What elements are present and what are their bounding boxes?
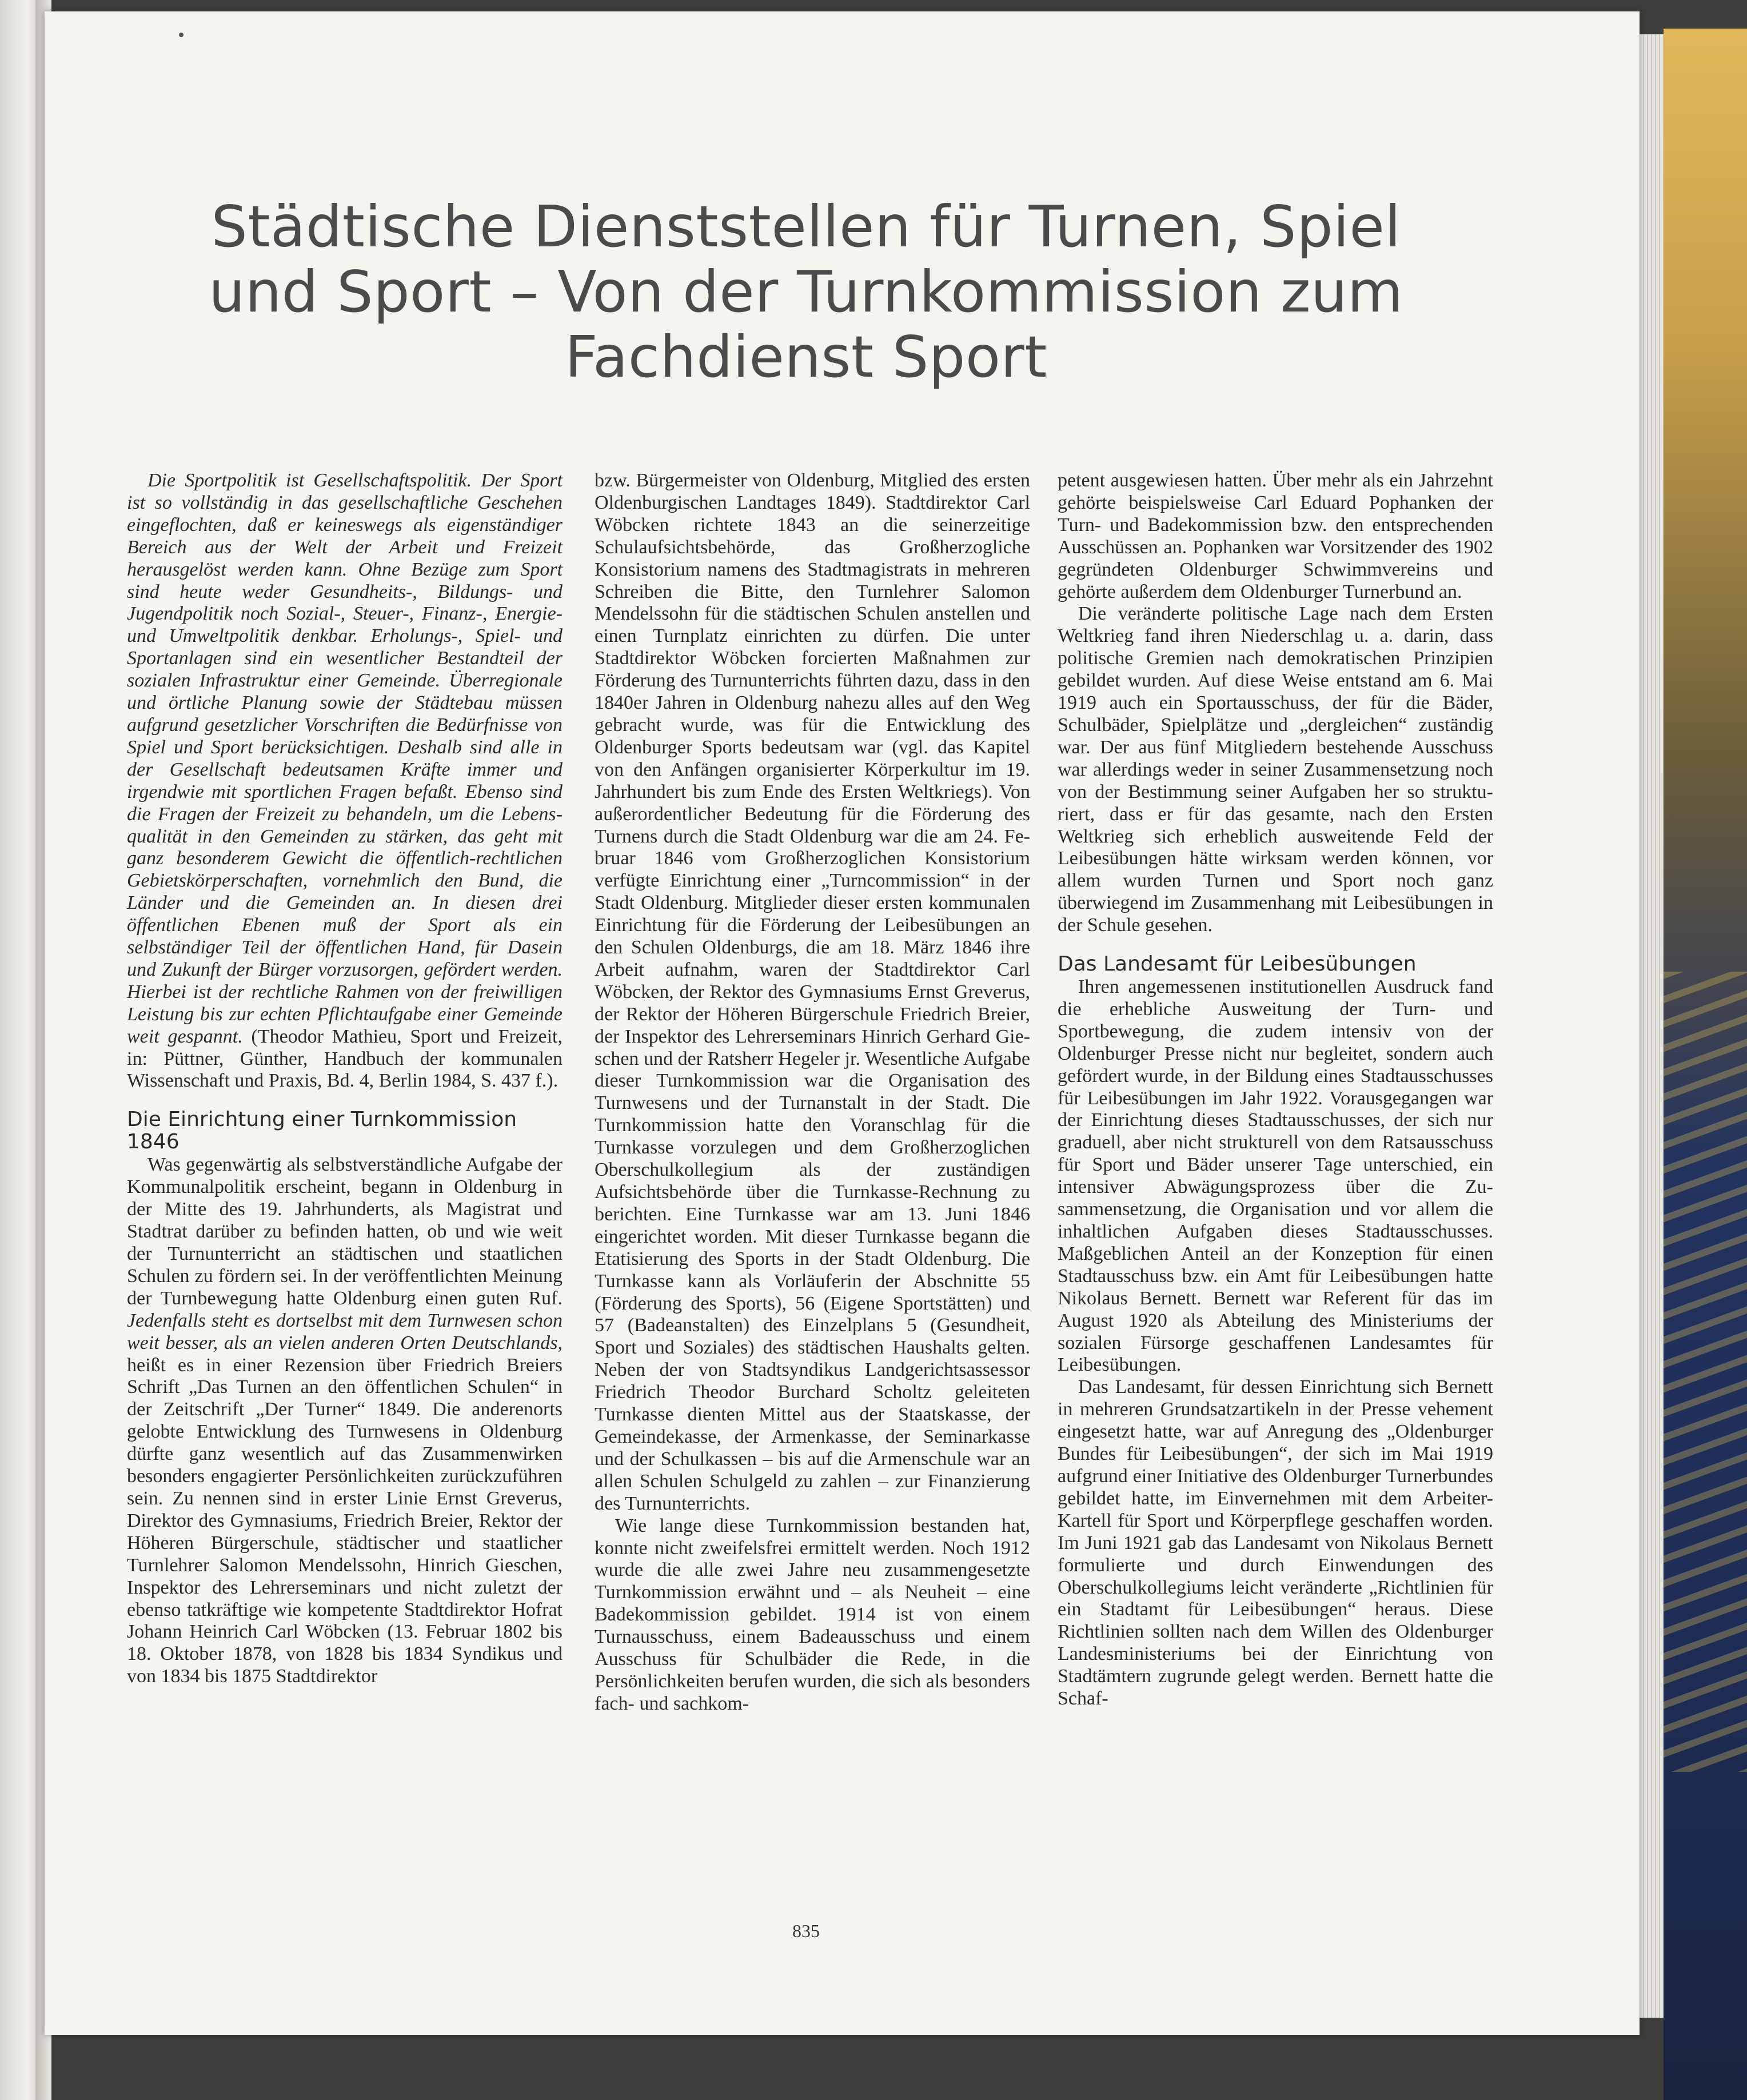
- paragraph-quote-italic: Jedenfalls steht es dortselbst mit dem Turnwesen schon weit besser, als an vielen anderen Orten Deutschlands,: [127, 1309, 563, 1354]
- paragraph: Die veränderte politische Lage nach dem Ersten Weltkrieg fand ihren Niederschlag u. a. darin, dass politische Gremien nach demokratischen Prinzipien gebildet wurden. Auf diese Weise entstand am 6. Mai 1919 auch ein Sportausschuss, der für die Bäder, Schulbäder, Spielplätze und „dergleichen“ zuständig war. Der aus fünf Mitgliedern bestehende Ausschuss war allerdings weder in seiner Zusammensetzung noch von der Bestimmung seiner Aufgaben her so strukturiert, dass er für das gesamte, nach den Ersten Weltkrieg sich erheblich ausweitende Feld der Leibesübungen hätte wirksam werden können, vor allem wurden Turnen und Sport noch ganz überwiegend im Zusammenhang mit Leibesübungen in der Schule gesehen.: [1058, 603, 1493, 936]
- page-stack-edges: [1636, 34, 1665, 2018]
- text-column-2: [595, 470, 1030, 1715]
- section-heading-landesamt: Das Landesamt für Leibesübungen: [1058, 952, 1417, 976]
- page-number: 835: [792, 1921, 820, 1941]
- intro-quote: [127, 470, 563, 1092]
- paragraph: bzw. Bürgermeister von Oldenburg, Mitglied des ersten Oldenburgischen Landtages 1849). Stadtdirektor Carl Wöbcken richtete 1843 an die seinerzeitige Schulaufsichtsbehörde, das Großherzogliche Konsistorium namens des Stadtmagistrats in mehreren Schreiben die Bitte, den Turnlehrer Salomon Mendelssohn für die städtischen Schulen anstellen und einen Turnplatz einrichten zu dürfen. Die unter Stadtdirektor Wöbcken forcierten Maßnahmen zur Förderung des Turnunterrichts führten dazu, dass in den 1840er Jahren in Oldenburg nahezu alles auf den Weg gebracht wurde, was für die Entwicklung des Oldenburger Sports bedeutsam war (vgl. das Kapitel von den Anfängen organisierter Körperkultur im 19. Jahrhundert bis zum Ende des Ersten Weltkriegs). Von außerordentlicher Bedeutung für die Förderung des Turnens durch die Stadt Oldenburg war die am 24. Februar 1846 vom Großherzoglichen Konsistorium verfügte Einrichtung einer „Turncommission“ in der Stadt Oldenburg. Mitglieder dieser ersten kommunalen Einrichtung für die Förderung der Leibesübungen an den Schulen Oldenburgs, die am 18. März 1846 ihre Arbeit aufnahm, waren der Stadtdirektor Carl Wöbcken, der Rektor des Gymnasiums Ernst Greverus, der Rektor der Höheren Bürgerschule Friedrich Breier, der Inspektor des Lehrerseminars Hinrich Gerhard Gieschen und der Ratsherr Hegeler jr. Wesentliche Aufgabe dieser Turnkommission war die Organisation des Turnwesens und der Turnanstalt in der Stadt. Die Turnkommission hatte den Voranschlag für die Turnkasse vorzulegen und dem Großherzoglichen Oberschulkollegium als der zuständigen Aufsichtsbehörde über die Turnkasse-Rechnung zu berichten. Eine Turnkasse war am 13. Juni 1846 eingerichtet worden. Mit dieser Turnkasse begann die Etatisierung des Sports in der Stadt Oldenburg. Die Turnkasse kann als Vorläuferin der Abschnitte 55 (Förderung des Sports), 56 (Eigene Sportstätten) und 57 (Badeanstalten) des Einzelplans 5 (Gesundheit, Sport und Soziales) des städtischen Haushalts gelten. Neben der von Stadtsyndikus Landgerichtsassessor Friedrich Theodor Burchard Scholtz geleiteten Turnkasse dienten Mittel aus der Staatskasse, der Gemeindekasse, der Armenkasse, der Seminarkasse und der Schulkassen – bis auf die Armenschule war an allen Schulen Schulgeld zu zahlen – zur Finanzierung des Turnunterrichts.: [595, 470, 1030, 1514]
- paragraph: Wie lange diese Turnkommission bestanden hat, konnte nicht zweifelsfrei ermittelt werden. Noch 1912 wurde die alle zwei Jahre neu zusammengesetzte Turnkommission erwähnt und – als Neuheit – eine Badekommission gebildet. 1914 ist von einem Turnausschuss, einem Badeausschuss und einem Ausschuss für Schulbäder die Rede, in die Persönlichkeiten berufen wurden, die sich als besonders fach- und sachkom-: [595, 1515, 1030, 1714]
- page-speck: [179, 33, 184, 37]
- paragraph: Das Landesamt, für dessen Einrichtung sich Bernett in mehreren Grundsatzartikeln in der Presse vehement eingesetzt hatte, war auf Anregung des „Oldenburger Bundes für Leibesübungen“, der sich im Mai 1919 aufgrund einer Initiative des Oldenburger Turnerbundes gebildet hatte, im Einvernehmen mit dem Arbeiter-Kartell für Sport und Körperpflege geschaffen worden. Im Juni 1921 gab das Landesamt von Nikolaus Bernett formulierte und durch Einwendungen des Oberschulkollegiums leicht veränderte „Richtlinien für ein Stadtamt für Leibesübungen“ heraus. Diese Richtlinien sollten nach dem Willen des Oldenburger Landesministeriums bei der Einrichtung von Stadtämtern zugrunde gelegt werden. Bernett hatte die Schaf-: [1058, 1376, 1493, 1710]
- facing-page-edge: [0, 0, 40, 2100]
- paragraph-text: heißt es in einer Rezension über Friedrich Breiers Schrift „Das Turnen an den öffentlichen Schulen“ in der Zeitschrift „Der Turner“ 1849. Die anderenorts gelobte Entwicklung des Turnwesens in Oldenburg dürfte ganz wesentlich auf das Zusammenwirken besonders engagierter Persönlichkeiten zurückzuführen sein. Zu nennen sind in erster Linie Ernst Greverus, Direktor des Gymnasiums, Friedrich Breier, Rektor der Höheren Bürgerschule, städtischer und staatlicher Turnlehrer Salomon Mendelssohn, Hinrich Gieschen, Inspektor des Lehrerseminars und nicht zuletzt der ebenso tatkräftige wie kompetente Stadtdirektor Hofrat Johann Heinrich Carl Wöbcken (13. Februar 1802 bis 18. Oktober 1878, von 1828 bis 1834 Syndikus und von 1834 bis 1875 Stadtdirektor: [127, 1354, 563, 1687]
- paragraph-text: Was gegenwärtig als selbstverständliche Aufgabe der Kommunalpolitik erscheint, begann in Oldenburg in der Mitte des 19. Jahrhunderts, als Magistrat und Stadtrat darüber zu befinden hatten, ob und wie weit der Turnunterricht an städtischen und staatlichen Schulen zu fördern sei. In der veröffentlichten Meinung der Turnbewegung hatte Oldenburg einen guten Ruf.: [127, 1154, 563, 1309]
- paragraph: Ihren angemessenen institutionellen Ausdruck fand die erhebliche Ausweitung der Turn- und Sportbewegung, die zudem intensiv von der Oldenburger Presse nicht nur begleitet, sondern auch gefördert wurde, in der Bildung eines Stadtausschusses für Leibesübungen im Jahr 1922. Vorausgegangen war der Einrichtung dieses Stadtausschusses, der sich nur graduell, aber nicht strukturell von dem Ratsausschuss für Sport und Bäder unserer Tage unterschied, ein intensiver Abwägungsprozess über die Zusammensetzung, die Organisation und vor allem die inhaltlichen Aufgaben dieses Stadtausschusses. Maßgeblichen Anteil an der Konzeption für einen Stadtausschuss bzw. ein Amt für Leibesübungen hatte Nikolaus Bernett. Bernett war Referent für das im August 1920 als Abteilung des Ministeriums der sozialen Fürsorge geschaffenen Landesamtes für Leibesübungen.: [1058, 976, 1493, 1376]
- intro-citation: (Theodor Mathieu, Sport und Freizeit, in: Püttner, Günther, Handbuch der kommunalen Wissenschaft und Praxis, Bd. 4, Berlin 1984, S. 437 f.).: [127, 1025, 563, 1092]
- paragraph: petent ausgewiesen hatten. Über mehr als ein Jahrzehnt gehörte beispielsweise Carl Eduard Pophanken der Turn- und Badekommission bzw. den entsprechenden Ausschüssen an. Pophanken war Vorsitzender des 1902 gegründeten Oldenburger Schwimmvereins und gehörte außerdem dem Oldenburger Turnerbund an.: [1058, 470, 1493, 602]
- text-column-1: [127, 470, 563, 1688]
- page-title: Städtische Dienststellen für Turnen, Spiel und Sport – Von der Turnkommission zum Fachdienst Sport: [209, 193, 1403, 390]
- intro-quote-italic: Die Sportpolitik ist Gesellschaftspolitik. Der Sport ist so vollständig in das gesellschaftliche Geschehen eingeflochten, daß er keineswegs als eigenständiger Bereich aus der Welt der Arbeit und Freizeit herausgelöst werden kann. Ohne Bezüge zum Sport sind heute weder Gesundheits-, Bildungs- und Jugendpolitik noch Sozial-, Steuer-, Finanz-, Energie- und Umweltpolitik denkbar. Erholungs-, Spiel- und Sportanlagen sind ein wesentlicher Bestandteil der sozialen Infrastruktur einer Gemeinde. Überregionale und örtliche Planung sowie der Städtebau müssen aufgrund gesetzlicher Vorschriften die Bedürfnisse von Spiel und Sport berücksichtigen. Deshalb sind alle in der Gesellschaft bedeutsamen Kräfte immer und irgendwie mit sportlichen Fragen befaßt. Ebenso sind die Fragen der Freizeit zu behandeln, um die Lebensqualität in den Gemeinden zu stärken, das geht mit ganz besonderem Gewicht die öffentlich-rechtlichen Gebietskörperschaften, vornehmlich den Bund, die Länder und die Gemeinden an. In diesen drei öffentlichen Ebenen muß der Sport als ein selbständiger Teil der öffentlichen Hand, für Dasein und Zukunft der Bürger vorzusorgen, gefördert werden. Hierbei ist der rechtliche Rahmen von der freiwilligen Leistung bis zur echten Pflichtaufgabe einer Gemeinde weit gespannt.: [127, 470, 563, 1047]
- text-column-3: [1058, 470, 1493, 1710]
- cover-pattern: [1664, 972, 1747, 1772]
- paragraph: [127, 1154, 563, 1688]
- section-heading-turnkommission: Die Einrichtung einer Turnkommission 1846: [127, 1108, 517, 1154]
